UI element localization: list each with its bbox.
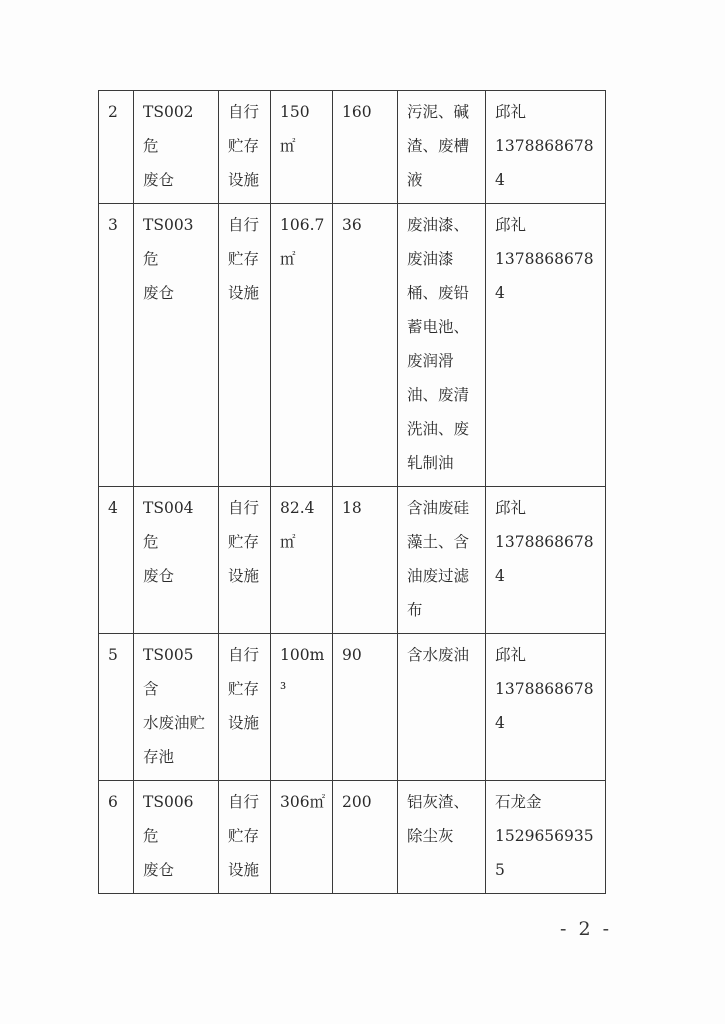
facility-name-cell-text: TS004 危 废仓 [143, 499, 194, 585]
hazardous-waste-storage-table [98, 90, 606, 894]
area-cell [271, 634, 333, 781]
facility-name-cell [134, 487, 219, 634]
facility-type-cell-text: 自行 贮存 设施 [228, 499, 260, 585]
area-cell [271, 487, 333, 634]
capacity-cell [333, 781, 398, 894]
table-row [99, 781, 606, 894]
area-cell-text: 306㎡ [280, 793, 326, 811]
facility-name-cell [134, 91, 219, 204]
facility-type-cell [219, 781, 271, 894]
row-index-cell-text: 3 [108, 216, 118, 234]
table-row [99, 634, 606, 781]
table-row [99, 204, 606, 487]
capacity-cell-text: 18 [342, 499, 362, 517]
facility-type-cell [219, 487, 271, 634]
capacity-cell [333, 634, 398, 781]
facility-name-cell-text: TS005 含 水废油贮 存池 [143, 646, 206, 766]
contact-cell [486, 487, 606, 634]
area-cell-text: 82.4 ㎡ [280, 499, 315, 551]
contact-cell-text: 邱礼 13788686784 [495, 646, 594, 732]
row-index-cell [99, 634, 134, 781]
table-row [99, 487, 606, 634]
facility-name-cell [134, 781, 219, 894]
area-cell-text: 150 ㎡ [280, 103, 310, 155]
contact-cell-text: 邱礼 13788686784 [495, 103, 594, 189]
contact-cell-text: 石龙金 15296569355 [495, 793, 594, 879]
facility-name-cell [134, 204, 219, 487]
facility-name-cell-text: TS003 危 废仓 [143, 216, 194, 302]
area-cell [271, 91, 333, 204]
contact-cell [486, 204, 606, 487]
waste-type-cell [398, 204, 486, 487]
facility-name-cell-text: TS006 危 废仓 [143, 793, 194, 879]
facility-type-cell-text: 自行 贮存 设施 [228, 103, 260, 189]
capacity-cell-text: 90 [342, 646, 362, 664]
waste-type-cell-text: 废油漆、 废油漆 桶、废铅 蓄电池、 废润滑 油、废清 洗油、废 轧制油 [407, 216, 470, 472]
waste-type-cell [398, 487, 486, 634]
row-index-cell-text: 6 [108, 793, 118, 811]
page-number: - 2 - [560, 918, 613, 940]
row-index-cell [99, 204, 134, 487]
contact-cell-text: 邱礼 13788686784 [495, 216, 594, 302]
capacity-cell-text: 200 [342, 793, 372, 811]
facility-type-cell [219, 91, 271, 204]
table-body [99, 91, 606, 894]
facility-name-cell [134, 634, 219, 781]
capacity-cell-text: 36 [342, 216, 362, 234]
row-index-cell-text: 4 [108, 499, 118, 517]
capacity-cell [333, 91, 398, 204]
area-cell-text: 106.7 ㎡ [280, 216, 325, 268]
area-cell [271, 781, 333, 894]
row-index-cell [99, 781, 134, 894]
facility-type-cell-text: 自行 贮存 设施 [228, 216, 260, 302]
capacity-cell [333, 204, 398, 487]
contact-cell-text: 邱礼 13788686784 [495, 499, 594, 585]
facility-name-cell-text: TS002 危 废仓 [143, 103, 194, 189]
facility-type-cell-text: 自行 贮存 设施 [228, 793, 260, 879]
waste-type-cell-text: 含油废硅 藻土、含 油废过滤 布 [407, 499, 470, 619]
facility-type-cell-text: 自行 贮存 设施 [228, 646, 260, 732]
waste-type-cell-text: 污泥、碱 渣、废槽 液 [407, 103, 470, 189]
waste-type-cell [398, 634, 486, 781]
contact-cell [486, 634, 606, 781]
facility-type-cell [219, 204, 271, 487]
row-index-cell [99, 487, 134, 634]
contact-cell [486, 91, 606, 204]
waste-type-cell-text: 铝灰渣、 除尘灰 [407, 793, 470, 845]
table-row [99, 91, 606, 204]
waste-type-cell [398, 781, 486, 894]
contact-cell [486, 781, 606, 894]
facility-type-cell [219, 634, 271, 781]
area-cell-text: 100m³ [280, 646, 325, 698]
capacity-cell [333, 487, 398, 634]
row-index-cell-text: 2 [108, 103, 118, 121]
waste-type-cell-text: 含水废油 [407, 646, 470, 664]
row-index-cell [99, 91, 134, 204]
area-cell [271, 204, 333, 487]
waste-type-cell [398, 91, 486, 204]
capacity-cell-text: 160 [342, 103, 372, 121]
row-index-cell-text: 5 [108, 646, 118, 664]
